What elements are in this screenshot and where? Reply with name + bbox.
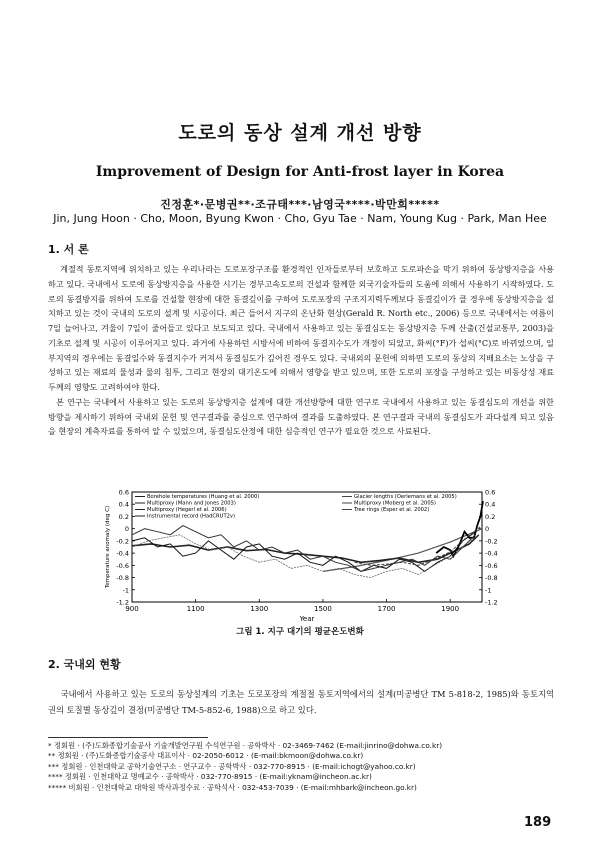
- y-tick-label: -0.4: [116, 549, 129, 558]
- y-tick-label-right: -0.2: [485, 537, 498, 546]
- y-tick-label: 0: [124, 525, 129, 534]
- y-tick-label-right: -0.8: [485, 574, 498, 583]
- y-tick-label: -0.6: [116, 561, 129, 570]
- y-tick-label: 0.4: [118, 500, 129, 509]
- footnote: **** 정회원 · 인천대학교 명예교수 · 공학박사 · 032-770-8915 · (E-mail:yknam@incheon.ac.kr): [48, 772, 372, 782]
- x-tick-label: 1300: [250, 605, 269, 613]
- footnote: *** 정회원 · 인천대학교 공학기술연구소 · 연구교수 · 공학박사 · 032-770-8915 · (E-mail:ichogt@yahoo.co.kr): [48, 761, 416, 771]
- footnote: ***** 비회원 · 인천대학교 대학원 박사과정수료 · 공학석사 · 032-453-7039 · (E-mail:mhbark@incheon.go.kr): [48, 782, 417, 792]
- authors-english: Jin, Jung Hoon · Cho, Moon, Byung Kwon · Cho, Gyu Tae · Nam, Young Kug · Park, Man Hee: [53, 212, 547, 225]
- x-tick-label: 1100: [186, 605, 205, 613]
- intro-body: [48, 262, 554, 439]
- footnote: * 정회원 · (주)도화종합기술공사 기술개발연구원 수석연구원 · 공학박사 · 02-3469-7462 (E-mail:jinrino@dohwa.co.kr): [48, 741, 443, 750]
- y-tick-label-right: -0.4: [485, 549, 498, 558]
- y-tick-label-right: 0: [485, 525, 490, 534]
- y-tick-label-right: -1: [485, 586, 492, 595]
- y-tick-label-right: -1.2: [485, 598, 498, 607]
- x-tick-label: 1900: [441, 605, 460, 613]
- legend-label: Multiproxy (Hegerl et al. 2006): [147, 507, 227, 513]
- y-tick-label: -0.8: [116, 574, 129, 583]
- y-tick-label: -1: [122, 586, 129, 595]
- section-heading-intro: 1. 서 론: [48, 243, 89, 256]
- legend-label: Instrumental record (HadCRUT2v): [147, 513, 236, 520]
- y-tick-label-right: 0.6: [485, 488, 496, 497]
- y-tick-label: -0.2: [116, 537, 129, 546]
- legend-label: Borehole temperatures (Huang et al. 2000): [147, 494, 260, 500]
- x-tick-label: 1700: [377, 605, 396, 613]
- legend-label: Multiproxy (Mann and Jones 2003): [147, 500, 236, 507]
- paper-subtitle: Improvement of Design for Anti-frost layer in Korea: [95, 164, 505, 180]
- y-tick-label: 0.2: [118, 512, 129, 521]
- x-tick-label: 900: [125, 605, 139, 613]
- y-tick-label-right: 0.2: [485, 512, 496, 521]
- x-axis-label: Year: [299, 615, 315, 623]
- y-tick-label: -1.2: [116, 598, 129, 607]
- footnotes: [48, 741, 568, 793]
- page-number: 189: [524, 815, 552, 830]
- y-tick-label-right: 0.4: [485, 500, 496, 509]
- footnote-divider: [48, 737, 208, 738]
- paper-title: 도로의 동상 설계 개선 방향: [178, 122, 422, 144]
- y-tick-label: 0.6: [118, 488, 129, 497]
- footnote: ** 정회원 · (주)도화종합기술공사 대표이사 · 02-2050-6012 · (E-mail:bkmoon@dohwa.co.kr): [48, 751, 364, 761]
- y-axis-label: Temperature anomaly (deg C): [105, 505, 111, 589]
- legend-label: Multiproxy (Moberg et al. 2005): [354, 500, 436, 507]
- temperature-anomaly-chart: [100, 488, 500, 623]
- intro-paragraph: 본 연구는 국내에서 사용하고 있는 도로의 동상방지층 설계에 대한 개선방향에 대한 연구로 국내에서 사용하고 있는 동결심도의 개선을 위한 방향을 제시하기 위하여 국내외 문헌 및 연구결과를 중심으로 연구하여 결과를 도출하였다. 본 연구결과 국내의 동결심도가 과다설계 되고 있음을 현장의 계측자료를 통하여 알 수 있었으며, 동결심도산정에 대한 심층적인 연구가 필요한 것으로 사료된다.: [48, 396, 554, 437]
- y-tick-label-right: -0.6: [485, 561, 498, 570]
- legend-label: Glacier lengths (Oerlemans et al. 2005): [354, 494, 457, 500]
- intro-paragraph: 계절적 동토지역에 위치하고 있는 우리나라는 도로포장구조를 환경적인 인자들로부터 보호하고 도로파손을 막기 위하여 동상방지층을 사용하고 있다. 국내에서 도로에 동상방지층을 사용한 시기는 경부고속도로의 건설과 함께한 외국기술자들의 도움에 의해서 사용하기 시작하였다. 도로의 동결방지를 위하여 도로를 건설할 현장에 대한 동결깊이를 구하여 도로포장의 구조지지력두께보다 동결깊이가 클 경우에 동상방지층을 설치하고 있는 것이 국내의 도로의 설계 및 시공이다. 최근 들어서 지구의 온난화 현상(Gerald R. North etc., 2006) 등으로 국내에서는 여름이 7일 늘어나고, 겨울이 7일이 줄어들고 있다고 보도되고 있다. 국내에서 사용하고 있는 동결심도는 동상방지층 두께 산출(건설교통부, 2003)을 기초로 설계 및 시공이 이루어지고 있다. 과거에 사용하던 시방서에 비하여 동결지수도가 개정이 되었고, 화씨(°F)가 섭씨(°C)로 바뀌었으며, 일부지역의 경우에는 동결일수와 동결지수가 커져서 동결심도가 깊어진 경우도 있다. 국내외의 문헌에 의하면 도로의 동상의 지배요소는 노상을 구성하고 있는 재료의 물성과 물의 침투, 그리고 현장의 대기온도에 의해서 영향을 받고 있으며, 또한 도로의 포장을 구성하고 있는 비동상성 재료 두께의 영향도 고려하여야 한다.: [48, 264, 554, 392]
- legend-label: Tree rings (Esper et al. 2002): [354, 507, 430, 513]
- chart-plot-area: [105, 489, 498, 624]
- section-heading-status: 2. 국내외 현황: [48, 658, 121, 671]
- figure-caption: 그림 1. 지구 대기의 평균온도변화: [236, 627, 364, 637]
- x-tick-label: 1500: [313, 605, 332, 613]
- status-paragraph: 국내에서 사용하고 있는 도로의 동상설계의 기초는 도로포장의 계절절 동토지역에서의 설계(미공병단 TM 5-818-2, 1985)와 동토지역권의 토질별 동상깊이 결정(미공병단 TM-5-852-6, 1988)으로 하고 있다.: [48, 689, 554, 715]
- authors-korean: 진정훈*·문병권**·조규태***·남영국****·박만희*****: [160, 198, 440, 211]
